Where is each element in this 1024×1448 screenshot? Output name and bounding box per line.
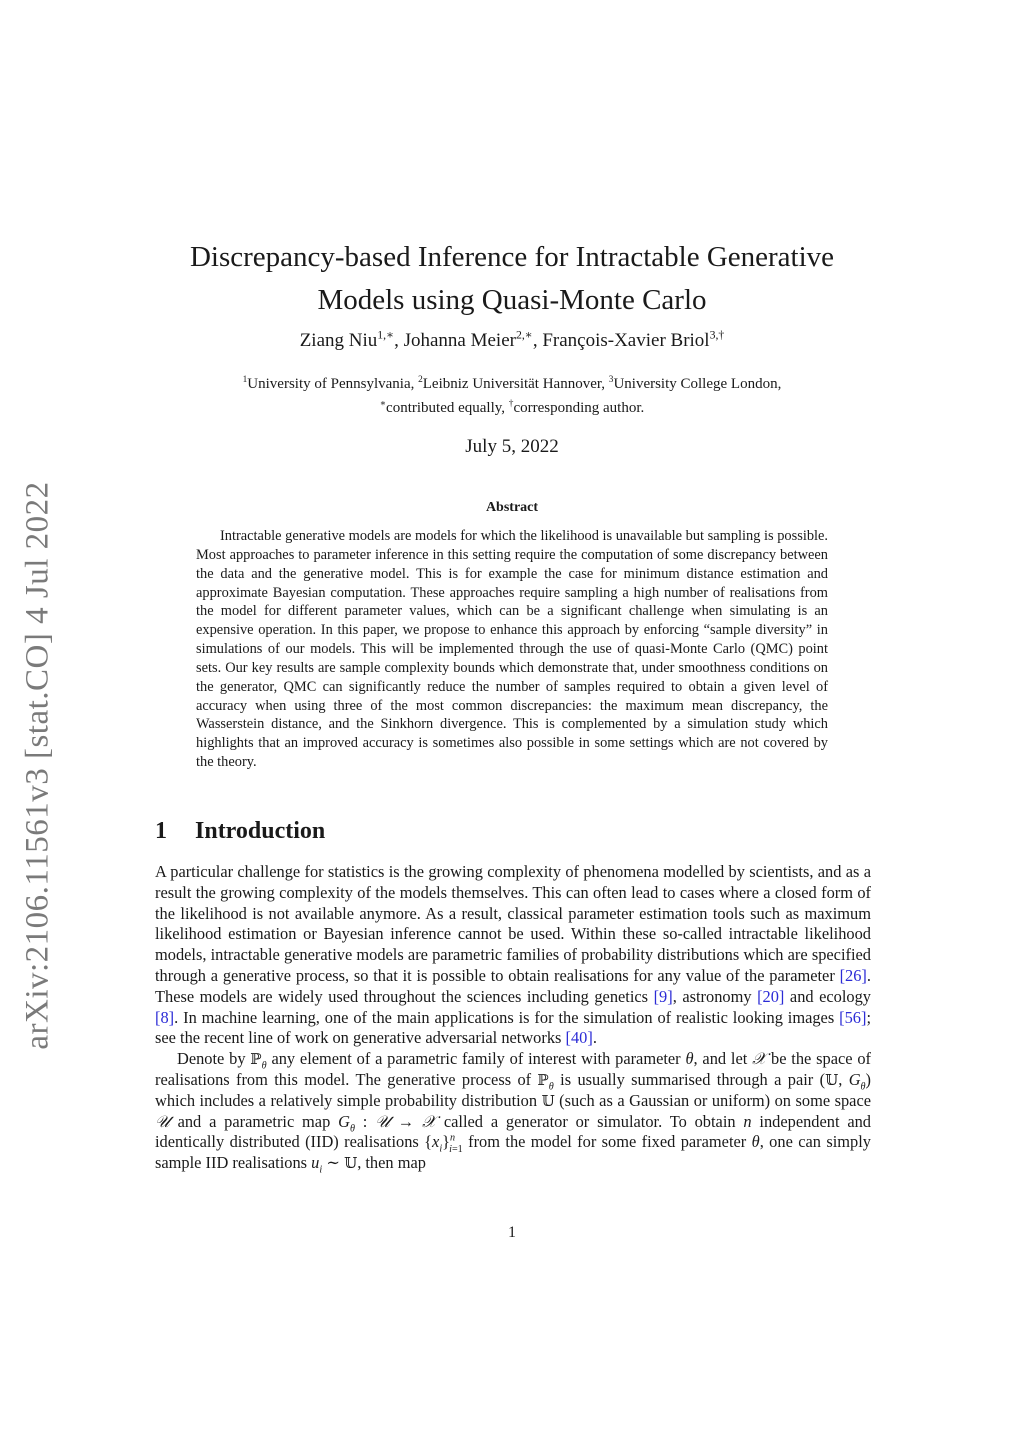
citation-8[interactable]: [8] [155, 1007, 175, 1027]
p1-text-4: and ecology [784, 986, 871, 1006]
arxiv-identifier [8, 460, 68, 1070]
note-1: contributed equally, [386, 400, 509, 416]
affiliation-3-mark: 3 [608, 375, 614, 385]
p2-text-5: is usually summarised through a pair [553, 1069, 820, 1089]
p2-text-1: Denote by [177, 1049, 251, 1069]
arxiv-identifier-text: arXiv:2106.11561v3 [stat.CO] 4 Jul 2022 [19, 480, 56, 1050]
author-2-mark: 2,∗ [515, 328, 533, 342]
paragraph-1 [155, 862, 871, 1049]
note-1-mark: ∗ [379, 399, 387, 409]
p2-text-11: from the model for some fixed parameter [462, 1132, 752, 1152]
note-2: corresponding author. [513, 400, 645, 416]
author-2: Johanna Meier [403, 330, 516, 351]
p1-text-7: . [592, 1028, 597, 1048]
p2-text-7: (such as a Gaussian or uniform) on some space [554, 1090, 872, 1110]
citation-56[interactable]: [56] [839, 1007, 867, 1027]
affiliation-line-1 [150, 372, 874, 396]
paper-date: July 5, 2022 [465, 436, 559, 457]
p1-text-5: . In machine learning, one of the main applications is for the simulation of realistic looking images [174, 1007, 840, 1027]
p2-text-13: , then map [357, 1153, 426, 1173]
section-heading [155, 818, 325, 845]
abstract-text: Intractable generative models are models for which the likelihood is unavailable but sampling is possible. Most approaches to parameter inference in this setting require the computation of some discrepancy between the data and the generative model. This is for example the case for minimum distance estimation and approximate Bayesian computation. These approaches require sampling a high number of realisations from the model for different parameter values, which can be a significant challenge when simulating is an expensive operation. In this paper, we propose to enhance this approach by enforcing “sample diversity” in simulations of our models. This will be implemented through the use of quasi-Monte Carlo (QMC) point sets. Our key results are sample complexity bounds which demonstrate that, under smoothness conditions on the generator, QMC can significantly reduce the number of samples required to obtain a given level of accuracy when using three of the most common discrepancies: the maximum mean discrepancy, the Wasserstein distance, and the Sinkhorn divergence. This is complemented by a simulation study which highlights that an improved accuracy is sometimes also possible in some settings which are not covered by the theory. [196, 528, 828, 771]
author-3: François-Xavier Briol [542, 330, 710, 351]
author-1: Ziang Niu [299, 330, 378, 351]
p2-text-9: called a generator or simulator. To obtain [436, 1111, 744, 1131]
abstract-heading: Abstract [485, 500, 539, 515]
body-text [155, 862, 871, 1174]
p2-text-3: , and let [693, 1049, 753, 1069]
p2-text-4: be the space of realisations from this model. The generative process of [155, 1049, 872, 1089]
affiliation-1: University of Pennsylvania, [247, 376, 419, 392]
p2-text-12: , one can simply sample IID realisations [155, 1132, 871, 1173]
citation-26[interactable]: [26] [839, 965, 867, 985]
author-1-mark: 1,∗ [377, 328, 395, 342]
page-number: 1 [508, 1224, 516, 1241]
p1-text-1: A particular challenge for statistics is the growing complexity of phenomena modelled by scientists, and as a result the growing complexity of the models themselves. This can often lead to cases where a closed form of the likelihood is not available anymore. As a result, classical parameter estimation tools such as maximum likelihood estimation or Bayesian inference cannot be used. Within these so-called intractable likelihood models, intractable generative models are parametric families of probability distributions which are specified through a generative process, so that it is possible to obtain realisations for any value of the parameter [155, 862, 871, 985]
paragraph-2: Denote by ℙ$_\theta$ any element of a parametric family of interest with parameter θ, and let 𝒳 be the space of realisations from this model. The generative process of ℙ$_\theta$ is usually summarised through a pair (𝕌, $G_\theta$) which includes a relatively simple probability distribution 𝕌 (such as a Gaussian or uniform) on some space 𝒰 and a parametric map $G_\theta$ : 𝒰 → 𝒳 called a generator or simulator. To obtain n independent and identically distributed (IID) realisations $\{x_i\}^n_{i=1}$ from the model for some fixed parameter θ, one can simply sample IID realisations $u_i$ ∼ 𝕌, then map [155, 1049, 872, 1176]
affiliation-2: Leibniz Universität Hannover, [422, 376, 609, 392]
citation-20[interactable]: [20] [757, 986, 785, 1006]
note-2-mark: † [508, 399, 514, 409]
p1-text-6: ; see the recent line of work on generative adversarial networks [155, 1007, 871, 1048]
affiliations [150, 372, 874, 420]
p2-text-8: and a parametric map [169, 1111, 339, 1131]
section-number: 1 [155, 818, 167, 844]
paper-title [150, 236, 874, 322]
p2-text-6: which includes a relatively simple probability distribution [155, 1090, 542, 1110]
p2-text-10: independent and identically distributed (IID) realisations [155, 1111, 872, 1152]
affiliation-line-2 [150, 396, 874, 420]
title-line-1: Discrepancy-based Inference for Intractable Generative [189, 241, 835, 273]
citation-40[interactable]: [40] [565, 1028, 593, 1048]
affiliation-1-mark: 1 [242, 375, 248, 385]
p2-text-2: any element of a parametric family of interest with parameter [266, 1049, 686, 1069]
section-title: Introduction [195, 818, 326, 844]
title-line-2: Models using Quasi-Monte Carlo [317, 284, 707, 316]
p1-text-3: , astronomy [672, 986, 758, 1006]
citation-9[interactable]: [9] [653, 986, 673, 1006]
author-list: Ziang Niu$^{1,∗}$, Johanna Meier$^{2,∗}$, François-Xavier Briol$^{3,\dagger}$ [299, 328, 725, 351]
author-3-mark: 3,† [709, 328, 725, 342]
p1-text-2: . These models are widely used throughout the sciences including genetics [155, 965, 871, 1006]
affiliation-3: University College London, [613, 376, 782, 392]
affiliation-2-mark: 2 [418, 375, 423, 385]
